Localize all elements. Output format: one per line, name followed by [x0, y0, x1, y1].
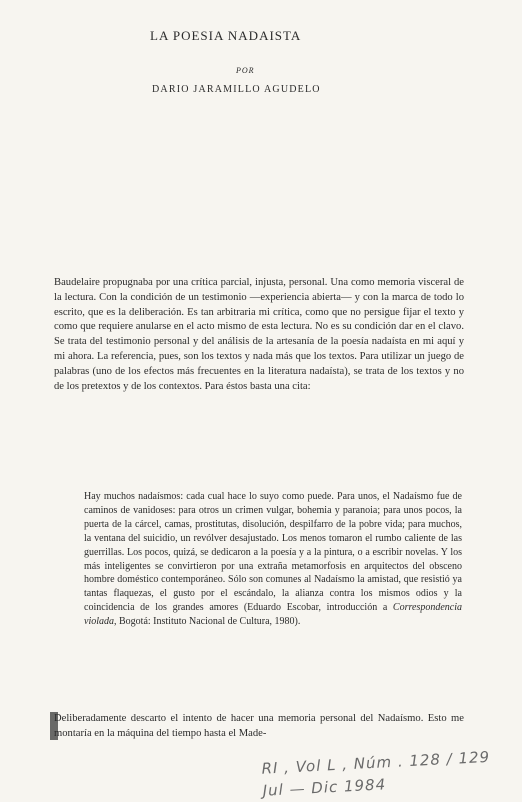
closing-paragraph-text: Deliberadamente descarto el intento de hacer una memoria personal del Nadaísmo. Esto me montaría en la máquina del tiempo hasta el Made- [54, 713, 464, 739]
handwritten-line-2: Jul — Dic 1984 [262, 775, 387, 800]
opening-paragraph-text: Baudelaire propugnaba por una crítica parcial, injusta, personal. Una como memoria visceral de la lectura. Con la condición de un testimonio —experiencia abierta— y con la marca de todo lo escrito, que es la deliberación. Es tan arbitraria mi crítica, como que no persigue fijar el texto y como que requiere anularse en el acto mismo de esta lectura. No es su condición dar en el clavo. Se trata del testimonio personal y del análisis de la artesanía de la poesía nadaísta en mi aquí y mi ahora. La referencia, pues, son los textos y nada más que los textos. Para utilizar un juego de palabras (uno de los efectos más frecuentes en la literatura nadaísta), se trata de los textos y no de los pretextos y de los contextos. Para éstos basta una cita: [54, 277, 464, 392]
author-name: DARIO JARAMILLO AGUDELO [152, 84, 321, 95]
block-quote [84, 490, 462, 629]
closing-paragraph [54, 712, 464, 741]
quote-text: Hay muchos nadaísmos: cada cual hace lo suyo como puede. Para unos, el Nadaísmo fue de caminos de vanidoses: para otros un crimen vulgar, bohemia y paranoia; para unos pocos, la puerta de la cárcel, camas, prostitutas, disolución, despilfarro de la pobre vida; para muchos, la ventana del suicidio, un revólver desajustado. Los menos tomaron el rumbo caliente de las guerrillas. Los pocos, quizá, se dedicaron a la poesía y a la pintura, o a escribir novelas. Y los más inteligentes se convirtieron por una extraña metamorfosis en arquitectos del obsceno hombre doméstico contemporáneo. Sólo son comunes al Nadaísmo la amistad, que resistió ya tantas flaquezas, el gusto por el escándalo, la alianza contra los mismos odios y la coincidencia de los grandes amores (Eduardo Escobar, introducción a [84, 491, 462, 614]
byline: POR [236, 66, 255, 75]
quote-citation: , Bogotá: Instituto Nacional de Cultura, 1980). [114, 616, 301, 628]
article-title: LA POESIA NADAISTA [150, 28, 302, 43]
handwritten-annotation [261, 746, 491, 801]
quote-source-title: Correspondencia violada [84, 602, 462, 628]
opening-paragraph [54, 276, 464, 394]
handwritten-line-1: RI , Vol L , Núm . 128 / 129 [261, 747, 491, 778]
